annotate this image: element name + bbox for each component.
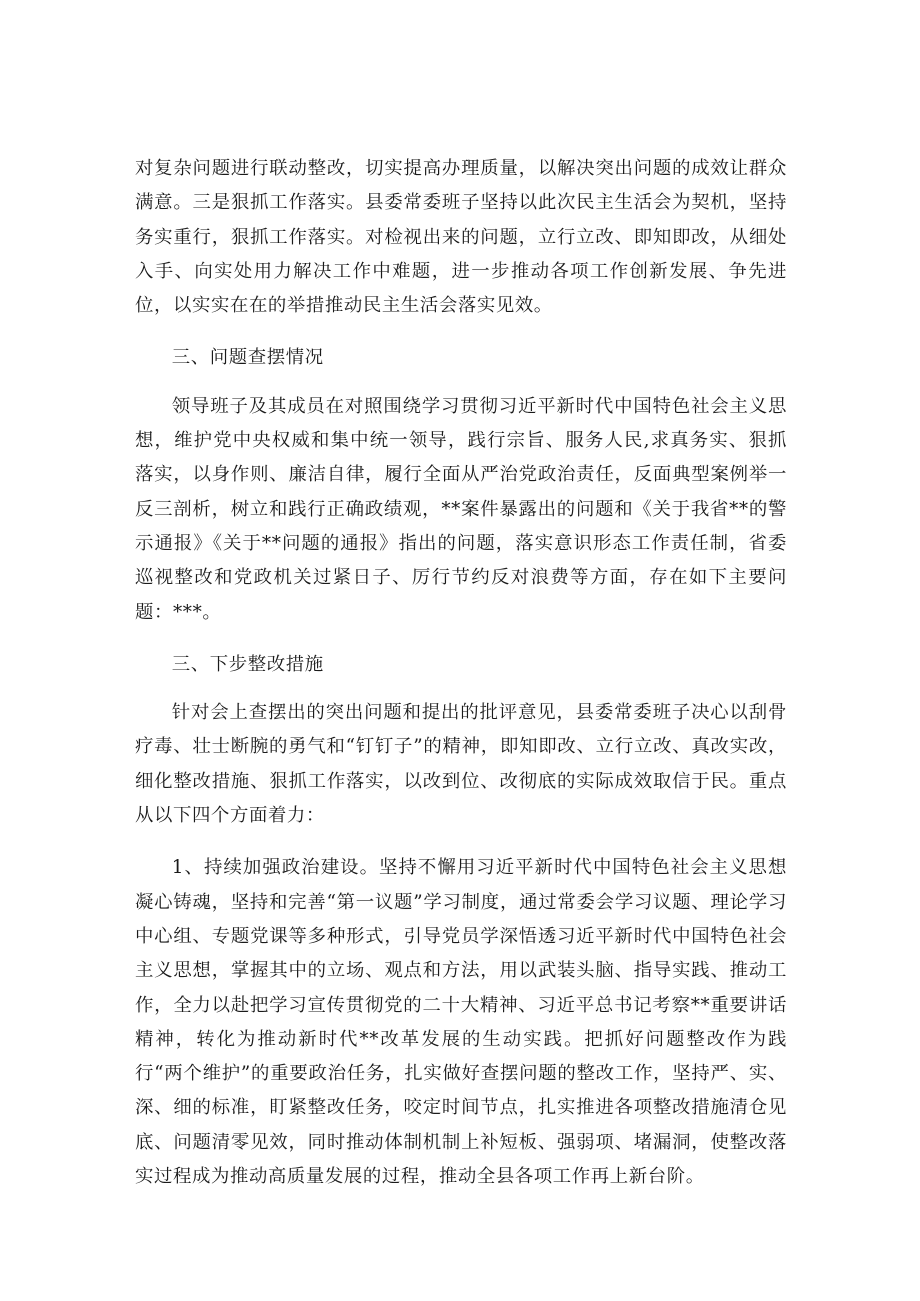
document-body xyxy=(135,152,787,1194)
section-heading-problem-identification: 三、问题查摆情况 xyxy=(171,347,324,369)
paragraph-political-building: 1、持续加强政治建设。坚持不懈用习近平新时代中国特色社会主义思想凝心铸魂，坚持和完善“第一议题”学习制度，通过常委会学习议题、理论学习中心组、专题党课等多种形式，引导党员学深悟透习近平新时代中国特色社会主义思想，掌握其中的立场、观点和方法，用以武装头脑、指导实践、推动工作，全力以赴把学习宣传贯彻党的二十大精神、习近平总书记考察**重要讲话精神，转化为推动新时代**改革发展的生动实践。把抓好问题整改作为践行“两个维护”的重要政治任务，扎实做好查摆问题的整改工作，坚持严、实、深、细的标准，盯紧整改任务，咬定时间节点，扎实推进各项整改措施清仓见底、问题清零见效，同时推动体制机制上补短板、强弱项、堵漏洞，使整改落实过程成为推动高质量发展的过程，推动全县各项工作再上新台阶。 xyxy=(135,857,787,1188)
section-heading-rectification-measures: 三、下步整改措施 xyxy=(171,653,324,675)
paragraph-rectification-intro: 针对会上查摆出的突出问题和提出的批评意见，县委常委班子决心以刮骨疗毒、壮士断腕的勇气和“钉钉子”的精神，即知即改、立行立改、真改实改，细化整改措施、狠抓工作落实，以改到位、改彻底的实际成效取信于民。重点从以下四个方面着力： xyxy=(135,702,787,827)
paragraph-problem-identification: 领导班子及其成员在对照围绕学习贯彻习近平新时代中国特色社会主义思想，维护党中央权威和集中统一领导，践行宗旨、服务人民,求真务实、狠抓落实，以身作则、廉洁自律，履行全面从严治党政治责任，反面典型案例举一反三剖析，树立和践行正确政绩观，**案件暴露出的问题和《关于我省**的警示通报》《关于**问题的通报》指出的问题，落实意识形态工作责任制，省委巡视整改和党政机关过紧日子、厉行节约反对浪费等方面，存在如下主要问题：***。 xyxy=(135,395,787,623)
paragraph-continued-work-implementation: 对复杂问题进行联动整改，切实提高办理质量，以解决突出问题的成效让群众满意。三是狠抓工作落实。县委常委班子坚持以此次民主生活会为契机，坚持务实重行，狠抓工作落实。对检视出来的问题，立行立改、即知即改，从细处入手、向实处用力解决工作中难题，进一步推动各项工作创新发展、争先进位，以实实在在的举措推动民主生活会落实见效。 xyxy=(135,158,787,317)
